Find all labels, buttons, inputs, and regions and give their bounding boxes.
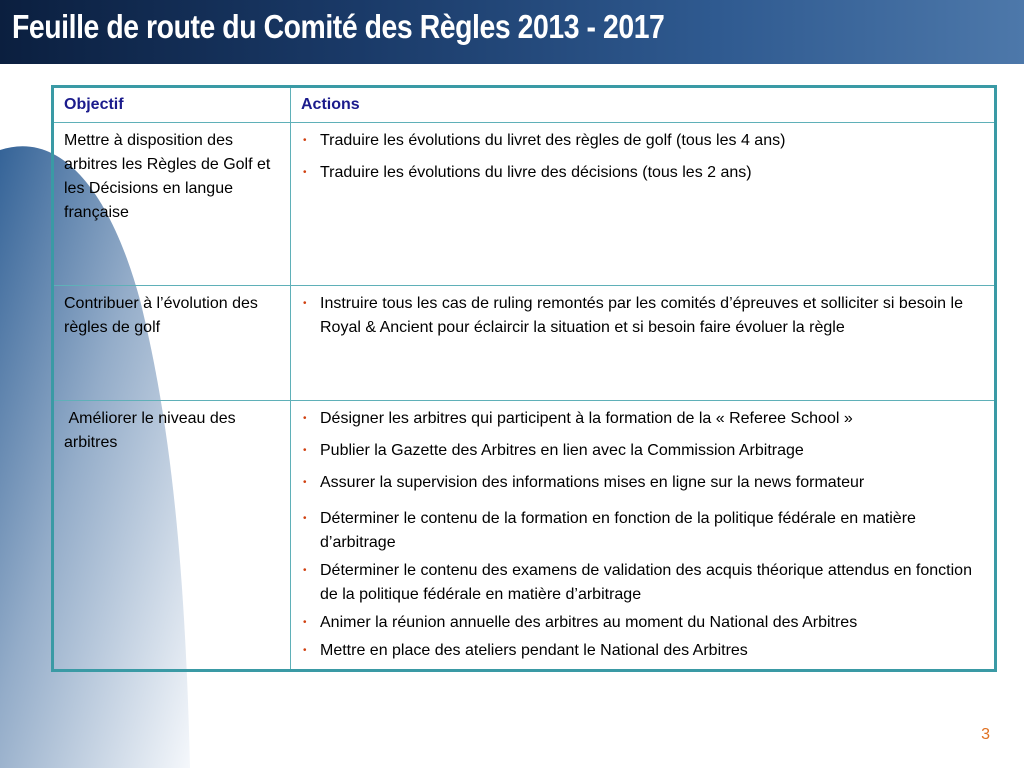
header-objectif: Objectif: [53, 87, 291, 123]
action-item: • Traduire les évolutions du livre des décisions (tous les 2 ans): [301, 161, 986, 185]
actions-cell: [291, 123, 996, 286]
roadmap-table: [51, 85, 997, 672]
action-item: • Traduire les évolutions du livret des règles de golf (tous les 4 ans): [301, 129, 986, 153]
objectif-cell: Mettre à disposition des arbitres les Règles de Golf et les Décisions en langue française: [53, 123, 291, 286]
table-row: [53, 401, 996, 671]
action-list: [301, 129, 986, 185]
action-item: • Instruire tous les cas de ruling remontés par les comités d’épreuves et solliciter si besoin le Royal & Ancient pour éclaircir la situation et si besoin faire évoluer la règle: [301, 292, 986, 340]
action-item: • Publier la Gazette des Arbitres en lien avec la Commission Arbitrage: [301, 439, 986, 463]
slide-number: 3: [981, 726, 990, 743]
action-list: [301, 292, 986, 340]
actions-cell: [291, 286, 996, 401]
action-list: [301, 407, 986, 663]
table-row: [53, 123, 996, 286]
slide-title: Feuille de route du Comité des Règles 2013 - 2017: [12, 8, 665, 45]
header-actions: Actions: [291, 87, 996, 123]
table-header-row: [53, 87, 996, 123]
action-item: • Désigner les arbitres qui participent à la formation de la « Referee School »: [301, 407, 986, 431]
action-item: • Animer la réunion annuelle des arbitres au moment du National des Arbitres: [301, 611, 986, 635]
actions-cell: [291, 401, 996, 671]
action-item: • Mettre en place des ateliers pendant le National des Arbitres: [301, 639, 986, 663]
action-item: • Assurer la supervision des informations mises en ligne sur la news formateur: [301, 471, 986, 495]
objectif-cell: Améliorer le niveau des arbitres: [53, 401, 291, 671]
table-row: [53, 286, 996, 401]
action-item: • Déterminer le contenu de la formation en fonction de la politique fédérale en matière d’arbitrage: [301, 507, 986, 555]
action-item: • Déterminer le contenu des examens de validation des acquis théorique attendus en fonction de la politique fédérale en matière d’arbitrage: [301, 559, 986, 607]
objectif-cell: Contribuer à l’évolution des règles de golf: [53, 286, 291, 401]
